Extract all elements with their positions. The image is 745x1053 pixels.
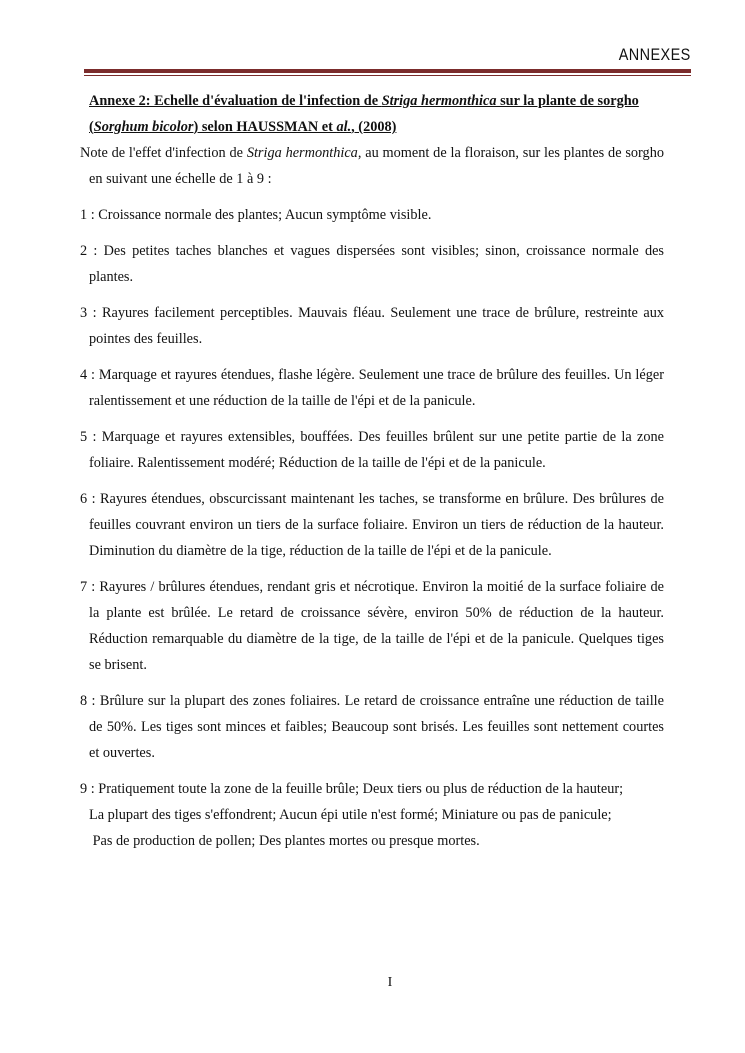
scale-item-1: 1 : Croissance normale des plantes; Aucun symptôme visible.: [80, 207, 432, 223]
title-text: ) selon HAUSSMAN et: [193, 119, 337, 135]
scale-item-2: 2 : Des petites taches blanches et vagues dispersées sont visibles; sinon, croissance normale des plantes.: [80, 243, 664, 285]
scale-9-line: Pas de production de pollen; Des plantes mortes ou presque mortes.: [89, 833, 480, 849]
page-number: I: [387, 975, 393, 990]
scale-item-6: 6 : Rayures étendues, obscurcissant maintenant les taches, se transforme en brûlure. Des brûlures de feuilles couvrant environ un tiers de la surface foliaire. Environ un tiers de réduction de la hauteur. Diminution du diamètre de la tige, réduction de la taille de l'épi et de la panicule.: [80, 491, 664, 559]
intro-text: Note de l'effet d'infection de: [80, 145, 247, 161]
title-sorghum: Sorghum bicolor: [93, 119, 194, 135]
header-rule-thin: [84, 75, 691, 76]
scale-item-3: 3 : Rayures facilement perceptibles. Mauvais fléau. Seulement une trace de brûlure, restreinte aux pointes des feuilles.: [80, 305, 664, 347]
title-species: Striga hermonthica: [381, 93, 497, 109]
scale-item-8: 8 : Brûlure sur la plupart des zones foliaires. Le retard de croissance entraîne une réduction de taille de 50%. Les tiges sont minces et faibles; Beaucoup sont brisés. Les feuilles sont nettement courtes et ouvertes.: [80, 693, 664, 761]
title-al: al.: [336, 119, 352, 135]
header-rule: [84, 69, 691, 73]
title-text: , (2008): [351, 119, 397, 135]
intro-species: Striga hermonthica: [246, 145, 358, 161]
scale-9-line: La plupart des tiges s'effondrent; Aucun épi utile n'est formé; Miniature ou pas de panicule;: [89, 807, 612, 823]
scale-9-line: 9 : Pratiquement toute la zone de la feuille brûle; Deux tiers ou plus de réduction de la hauteur;: [80, 781, 624, 797]
scale-item-7: 7 : Rayures / brûlures étendues, rendant gris et nécrotique. Environ la moitié de la surface foliaire de la plante est brûlée. Le retard de croissance sévère, environ 50% de réduction de la hauteur. Réduction remarquable du diamètre de la tige, de la taille de l'épi et de la panicule. Quelques tiges se brisent.: [80, 579, 664, 673]
page-body: [80, 88, 664, 864]
intro-text: , au moment de la floraison, sur les plantes de sorgho en suivant une échelle de 1 à 9 :: [89, 145, 664, 187]
scale-item-5: 5 : Marquage et rayures extensibles, bouffées. Des feuilles brûlent sur une petite partie de la zone foliaire. Ralentissement modéré; Réduction de la taille de l'épi et de la panicule.: [80, 429, 664, 471]
title-text: sur la plante de sorgho (: [89, 93, 639, 135]
running-header: ANNEXES: [618, 45, 691, 64]
annex-title: [80, 88, 664, 140]
scale-item-9: [80, 776, 664, 854]
intro-paragraph: [80, 140, 664, 192]
scale-item-4: 4 : Marquage et rayures étendues, flashe légère. Seulement une trace de brûlure des feuilles. Un léger ralentissement et une réduction de la taille de l'épi et de la panicule.: [80, 367, 664, 409]
title-text: Annexe 2: Echelle d'évaluation de l'infection de: [89, 93, 382, 109]
